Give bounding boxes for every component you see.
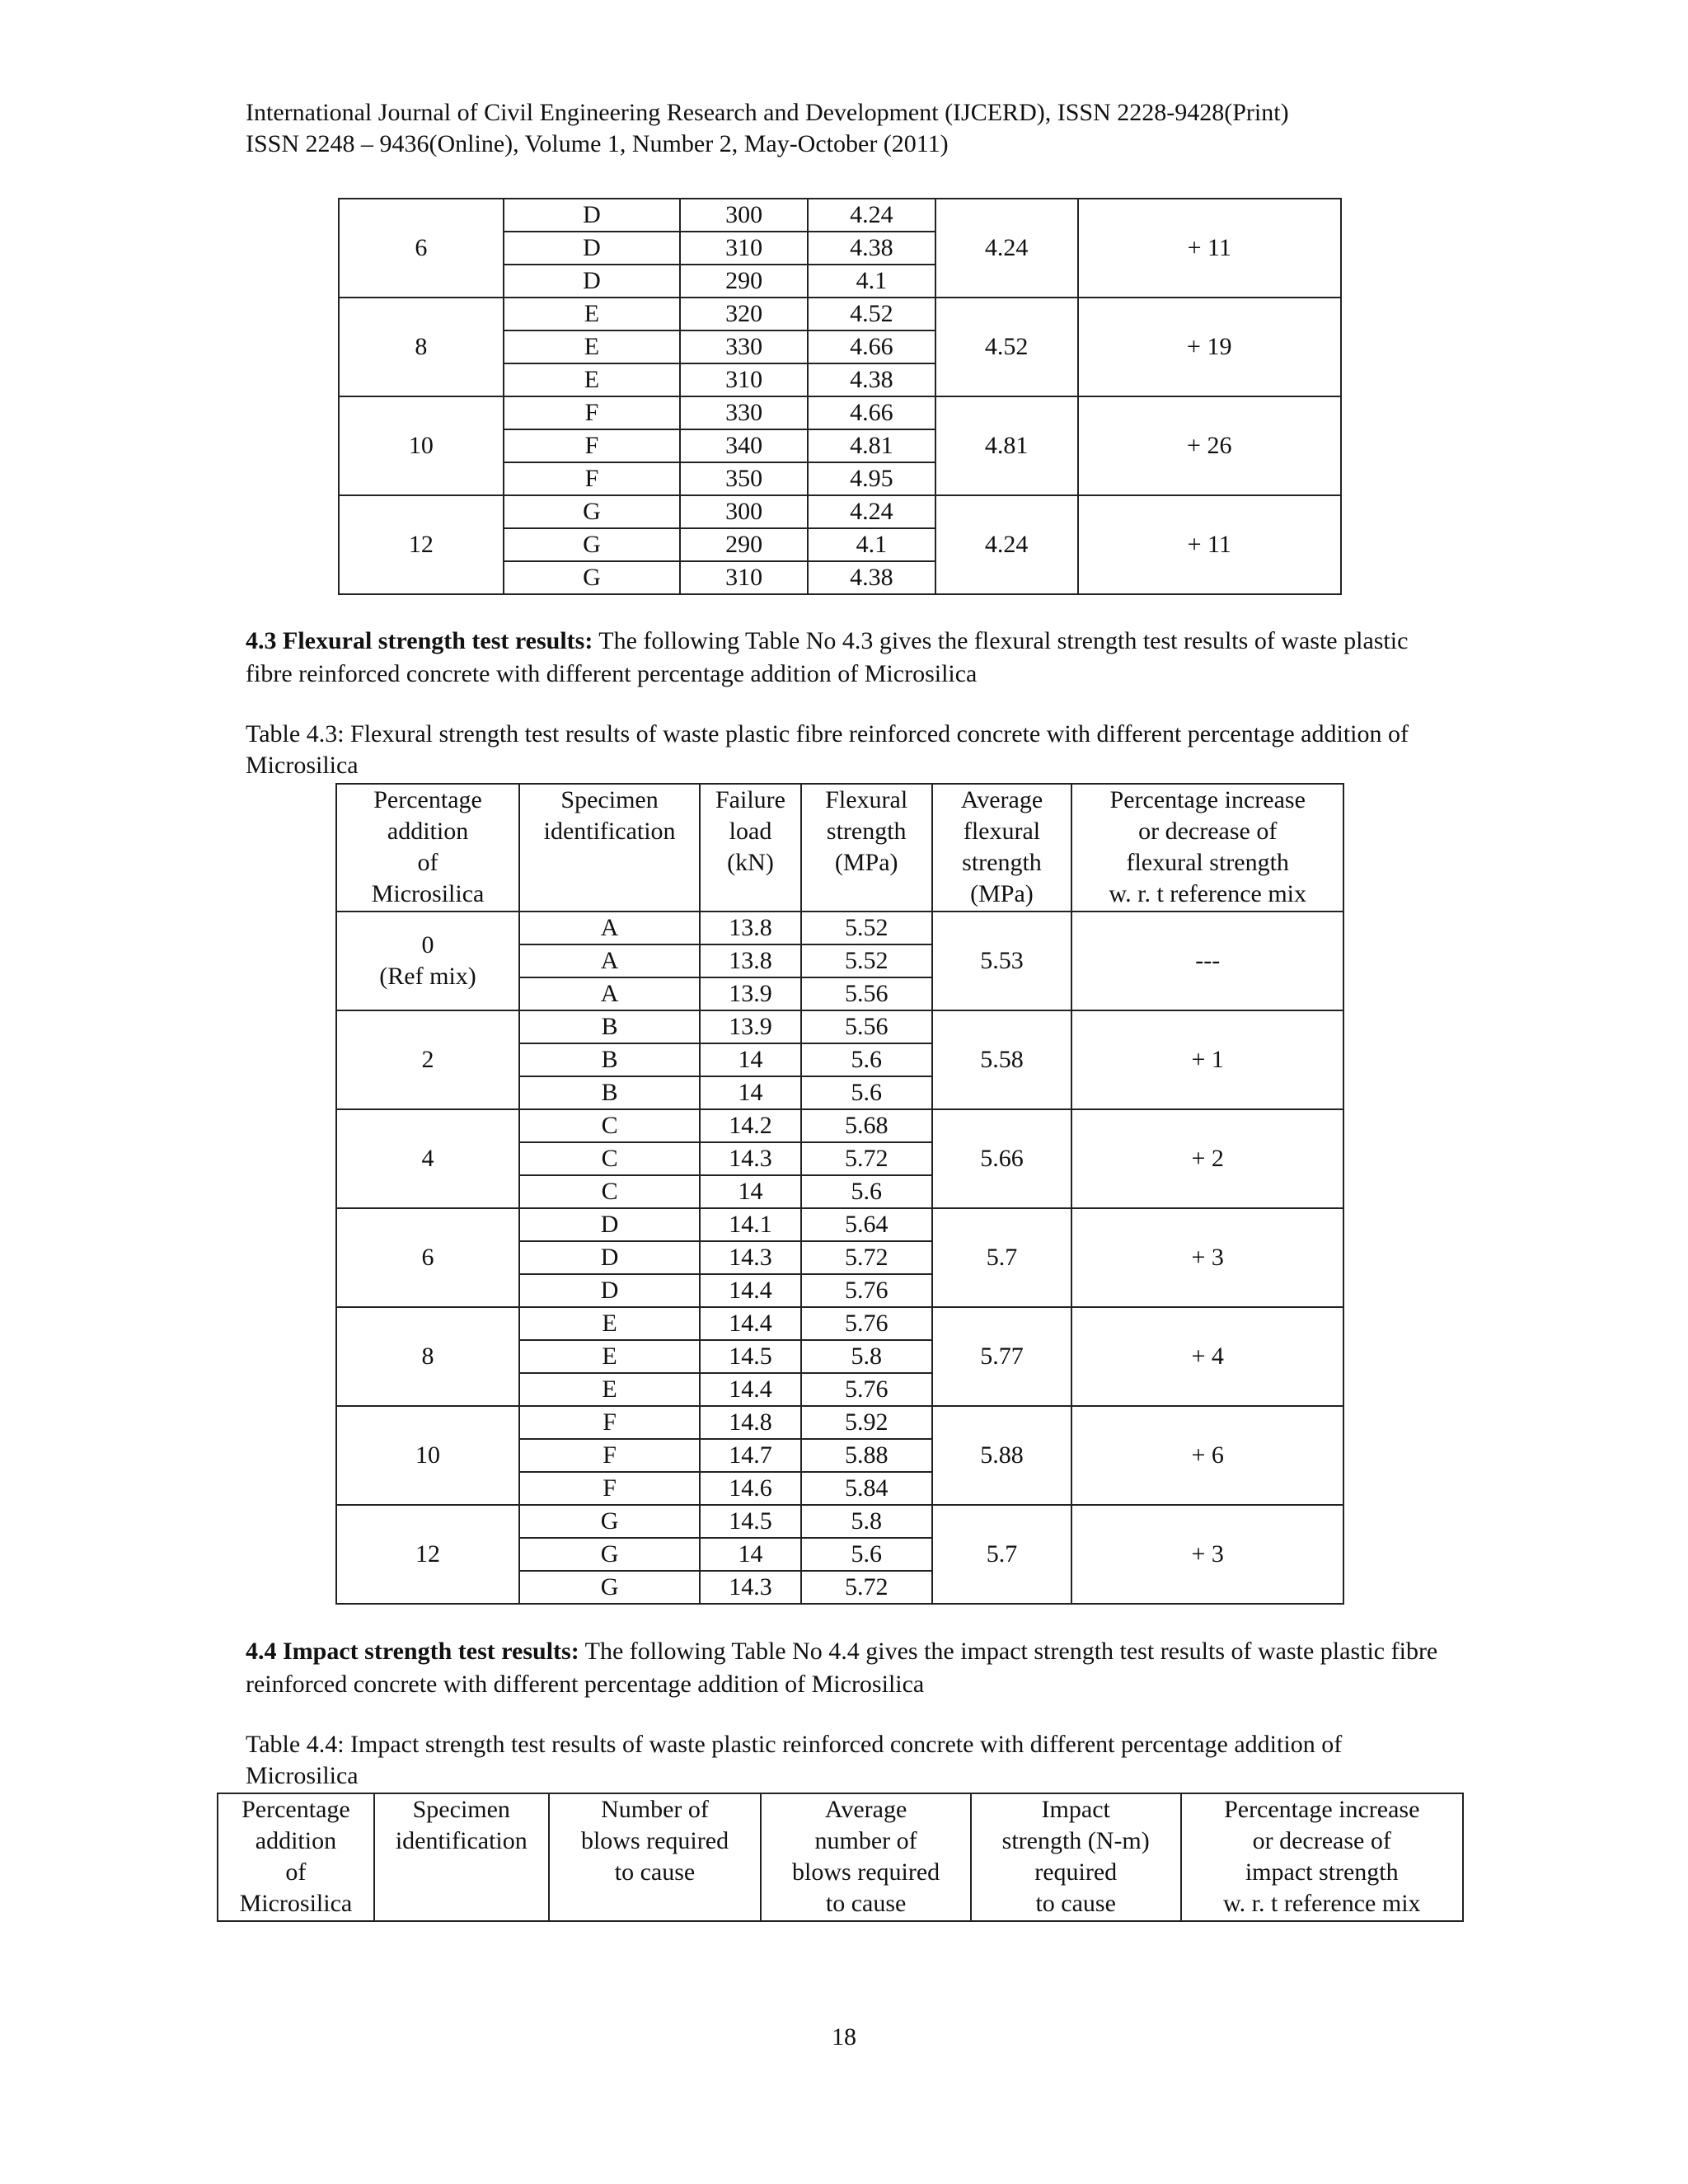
change-cell: + 11 xyxy=(1078,495,1341,594)
table-row xyxy=(339,199,1341,232)
strength-cell: 4.1 xyxy=(808,528,935,561)
load-cell: 13.8 xyxy=(700,912,801,944)
average-cell: 5.7 xyxy=(932,1208,1072,1307)
load-cell: 14.3 xyxy=(700,1571,801,1604)
column-header: Specimen identification xyxy=(374,1793,549,1921)
table-row xyxy=(336,1307,1343,1340)
load-cell: 340 xyxy=(680,429,808,462)
specimen-cell: D xyxy=(504,265,681,298)
specimen-cell: G xyxy=(504,495,681,528)
load-cell: 14 xyxy=(700,1175,801,1208)
section-4-3-text: The following Table No 4.3 gives the flexural strength test results of waste plastic fibre reinforced concrete with different percentage addition of Microsilica xyxy=(246,627,1409,687)
load-cell: 300 xyxy=(680,495,808,528)
specimen-cell: E xyxy=(519,1307,700,1340)
section-4-4-paragraph xyxy=(246,1635,1445,1701)
table-4-2-continued xyxy=(338,198,1342,595)
load-cell: 310 xyxy=(680,561,808,594)
change-cell: + 19 xyxy=(1078,298,1341,396)
specimen-cell: G xyxy=(504,528,681,561)
strength-cell: 5.6 xyxy=(801,1043,932,1076)
percentage-cell: 8 xyxy=(336,1307,519,1406)
load-cell: 14.3 xyxy=(700,1241,801,1274)
specimen-cell: E xyxy=(519,1340,700,1373)
table-header-row xyxy=(336,784,1343,912)
percentage-cell: 0 (Ref mix) xyxy=(336,912,519,1010)
strength-cell: 4.66 xyxy=(808,330,935,363)
load-cell: 310 xyxy=(680,363,808,396)
table-row xyxy=(339,396,1341,429)
column-header: Average number of blows required to cause xyxy=(761,1793,971,1921)
change-cell: + 2 xyxy=(1071,1109,1343,1208)
specimen-cell: A xyxy=(519,912,700,944)
specimen-cell: F xyxy=(504,462,681,495)
strength-cell: 5.72 xyxy=(801,1571,932,1604)
specimen-cell: E xyxy=(519,1373,700,1406)
column-header: Percentage increase or decrease of impact strength w. r. t reference mix xyxy=(1181,1793,1464,1921)
load-cell: 14 xyxy=(700,1076,801,1109)
strength-cell: 5.56 xyxy=(801,977,932,1010)
journal-header-line2: ISSN 2248 – 9436(Online), Volume 1, Number 2, May-October (2011) xyxy=(246,130,949,157)
column-header: Impact strength (N-m) required to cause xyxy=(971,1793,1181,1921)
strength-cell: 4.1 xyxy=(808,265,935,298)
strength-cell: 4.95 xyxy=(808,462,935,495)
specimen-cell: G xyxy=(519,1505,700,1538)
load-cell: 14.4 xyxy=(700,1373,801,1406)
table-4-4 xyxy=(217,1793,1464,1922)
strength-cell: 5.52 xyxy=(801,944,932,977)
load-cell: 300 xyxy=(680,199,808,232)
strength-cell: 5.56 xyxy=(801,1010,932,1043)
specimen-cell: E xyxy=(504,298,681,330)
table-4-3 xyxy=(335,783,1344,1605)
load-cell: 14.4 xyxy=(700,1274,801,1307)
load-cell: 290 xyxy=(680,265,808,298)
strength-cell: 5.6 xyxy=(801,1538,932,1571)
specimen-cell: D xyxy=(519,1274,700,1307)
specimen-cell: E xyxy=(504,330,681,363)
specimen-cell: D xyxy=(519,1208,700,1241)
load-cell: 14 xyxy=(700,1538,801,1571)
strength-cell: 4.81 xyxy=(808,429,935,462)
strength-cell: 4.38 xyxy=(808,561,935,594)
table-row xyxy=(336,1109,1343,1142)
strength-cell: 5.84 xyxy=(801,1472,932,1505)
average-cell: 4.24 xyxy=(935,199,1078,298)
average-cell: 5.77 xyxy=(932,1307,1072,1406)
strength-cell: 5.68 xyxy=(801,1109,932,1142)
strength-cell: 5.6 xyxy=(801,1175,932,1208)
load-cell: 14.5 xyxy=(700,1340,801,1373)
table-row xyxy=(336,912,1343,944)
table-row xyxy=(336,1208,1343,1241)
percentage-cell: 10 xyxy=(339,396,504,495)
specimen-cell: G xyxy=(504,561,681,594)
specimen-cell: F xyxy=(504,396,681,429)
change-cell: + 3 xyxy=(1071,1505,1343,1604)
load-cell: 14.2 xyxy=(700,1109,801,1142)
specimen-cell: E xyxy=(504,363,681,396)
table-4-3-caption: Table 4.3: Flexural strength test results of waste plastic fibre reinforced concrete with different percentage addition of Microsilica xyxy=(246,720,1409,779)
percentage-cell: 10 xyxy=(336,1406,519,1505)
strength-cell: 5.76 xyxy=(801,1274,932,1307)
load-cell: 13.9 xyxy=(700,1010,801,1043)
page-number: 18 xyxy=(832,2023,856,2050)
load-cell: 330 xyxy=(680,396,808,429)
average-cell: 5.53 xyxy=(932,912,1072,1010)
column-header: Flexural strength (MPa) xyxy=(801,784,932,912)
column-header: Number of blows required to cause xyxy=(549,1793,762,1921)
strength-cell: 4.24 xyxy=(808,199,935,232)
section-4-4-text: The following Table No 4.4 gives the impact strength test results of waste plastic fibre reinforced concrete with different percentage addition of Microsilica xyxy=(246,1638,1438,1698)
average-cell: 5.58 xyxy=(932,1010,1072,1109)
specimen-cell: B xyxy=(519,1043,700,1076)
average-cell: 5.7 xyxy=(932,1505,1072,1604)
strength-cell: 4.38 xyxy=(808,232,935,265)
specimen-cell: F xyxy=(519,1439,700,1472)
table-row xyxy=(339,298,1341,330)
percentage-cell: 4 xyxy=(336,1109,519,1208)
specimen-cell: G xyxy=(519,1571,700,1604)
strength-cell: 5.88 xyxy=(801,1439,932,1472)
average-cell: 5.88 xyxy=(932,1406,1072,1505)
change-cell: --- xyxy=(1071,912,1343,1010)
strength-cell: 5.64 xyxy=(801,1208,932,1241)
average-cell: 4.81 xyxy=(935,396,1078,495)
load-cell: 330 xyxy=(680,330,808,363)
specimen-cell: F xyxy=(519,1406,700,1439)
column-header: Average flexural strength (MPa) xyxy=(932,784,1072,912)
load-cell: 14.4 xyxy=(700,1307,801,1340)
strength-cell: 5.76 xyxy=(801,1373,932,1406)
strength-cell: 5.92 xyxy=(801,1406,932,1439)
table-header-row xyxy=(218,1793,1463,1921)
strength-cell: 4.24 xyxy=(808,495,935,528)
load-cell: 14.8 xyxy=(700,1406,801,1439)
specimen-cell: C xyxy=(519,1175,700,1208)
section-4-3-heading: 4.3 Flexural strength test results: xyxy=(246,627,593,654)
column-header: Percentage increase or decrease of flexural strength w. r. t reference mix xyxy=(1071,784,1343,912)
change-cell: + 3 xyxy=(1071,1208,1343,1307)
section-4-4-heading: 4.4 Impact strength test results: xyxy=(246,1638,579,1665)
average-cell: 4.52 xyxy=(935,298,1078,396)
strength-cell: 5.72 xyxy=(801,1241,932,1274)
load-cell: 14.5 xyxy=(700,1505,801,1538)
load-cell: 310 xyxy=(680,232,808,265)
specimen-cell: D xyxy=(504,232,681,265)
table-row xyxy=(339,495,1341,528)
percentage-cell: 6 xyxy=(339,199,504,298)
percentage-cell: 8 xyxy=(339,298,504,396)
load-cell: 14.1 xyxy=(700,1208,801,1241)
percentage-cell: 2 xyxy=(336,1010,519,1109)
specimen-cell: B xyxy=(519,1010,700,1043)
specimen-cell: C xyxy=(519,1142,700,1175)
table-row xyxy=(336,1010,1343,1043)
strength-cell: 4.66 xyxy=(808,396,935,429)
strength-cell: 5.72 xyxy=(801,1142,932,1175)
specimen-cell: D xyxy=(504,199,681,232)
load-cell: 14.3 xyxy=(700,1142,801,1175)
strength-cell: 4.38 xyxy=(808,363,935,396)
specimen-cell: C xyxy=(519,1109,700,1142)
change-cell: + 26 xyxy=(1078,396,1341,495)
percentage-cell: 6 xyxy=(336,1208,519,1307)
specimen-cell: D xyxy=(519,1241,700,1274)
strength-cell: 5.6 xyxy=(801,1076,932,1109)
average-cell: 5.66 xyxy=(932,1109,1072,1208)
load-cell: 13.8 xyxy=(700,944,801,977)
strength-cell: 4.52 xyxy=(808,298,935,330)
specimen-cell: A xyxy=(519,944,700,977)
strength-cell: 5.76 xyxy=(801,1307,932,1340)
change-cell: + 6 xyxy=(1071,1406,1343,1505)
table-row xyxy=(336,1406,1343,1439)
table-row xyxy=(336,1505,1343,1538)
journal-header-line1: International Journal of Civil Engineering Research and Development (IJCERD), ISSN 2228-9428(Print) xyxy=(246,99,1289,126)
percentage-cell: 12 xyxy=(339,495,504,594)
column-header: Failure load (kN) xyxy=(700,784,801,912)
change-cell: + 1 xyxy=(1071,1010,1343,1109)
change-cell: + 11 xyxy=(1078,199,1341,298)
load-cell: 320 xyxy=(680,298,808,330)
column-header: Percentage addition of Microsilica xyxy=(218,1793,374,1921)
specimen-cell: F xyxy=(504,429,681,462)
specimen-cell: B xyxy=(519,1076,700,1109)
column-header: Specimen identification xyxy=(519,784,700,912)
load-cell: 14 xyxy=(700,1043,801,1076)
load-cell: 290 xyxy=(680,528,808,561)
strength-cell: 5.52 xyxy=(801,912,932,944)
strength-cell: 5.8 xyxy=(801,1340,932,1373)
load-cell: 14.6 xyxy=(700,1472,801,1505)
specimen-cell: F xyxy=(519,1472,700,1505)
section-4-3-paragraph xyxy=(246,625,1445,691)
strength-cell: 5.8 xyxy=(801,1505,932,1538)
specimen-cell: G xyxy=(519,1538,700,1571)
change-cell: + 4 xyxy=(1071,1307,1343,1406)
table-4-4-caption: Table 4.4: Impact strength test results of waste plastic reinforced concrete with different percentage addition of Microsilica xyxy=(246,1731,1343,1789)
average-cell: 4.24 xyxy=(935,495,1078,594)
load-cell: 13.9 xyxy=(700,977,801,1010)
specimen-cell: A xyxy=(519,977,700,1010)
percentage-cell: 12 xyxy=(336,1505,519,1604)
column-header: Percentage addition of Microsilica xyxy=(336,784,519,912)
load-cell: 14.7 xyxy=(700,1439,801,1472)
load-cell: 350 xyxy=(680,462,808,495)
